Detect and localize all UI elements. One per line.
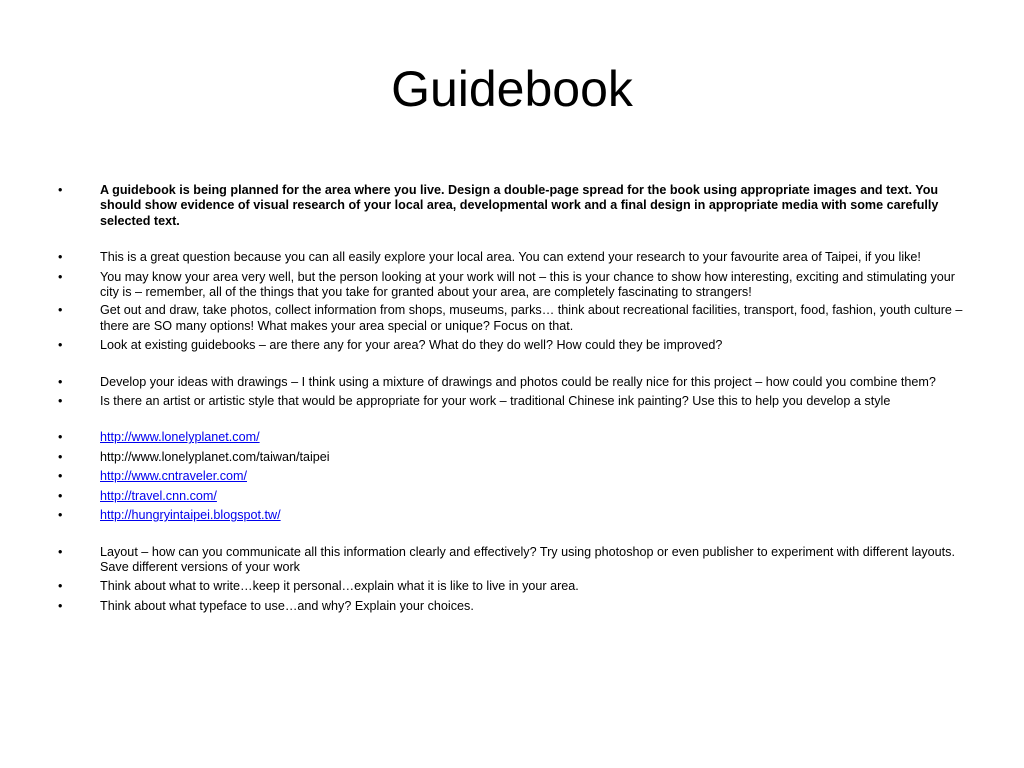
bullet-text: Think about what typeface to use…and why? Explain your choices. (100, 598, 474, 613)
bullet-item (58, 394, 968, 409)
bullet-item (58, 303, 968, 334)
bullet-icon: • (58, 508, 63, 523)
bullet-text: Get out and draw, take photos, collect information from shops, museums, parks… think about recreational facilities, transport, food, fashion, youth culture – there are SO many options! What makes your area special or unique? Focus on that. (100, 303, 963, 333)
bullet-text: http://www.lonelyplanet.com/taiwan/taipei (100, 449, 330, 464)
bullet-icon: • (58, 449, 63, 464)
bullet-text: Layout – how can you communicate all this information clearly and effectively? Try using photoshop or even publisher to experiment with different layouts. Save different versions of your work (100, 544, 955, 574)
bullet-item (58, 545, 968, 576)
bullet-item (58, 489, 968, 504)
bullet-text: Is there an artist or artistic style that would be appropriate for your work – traditional Chinese ink painting? Use this to help you develop a style (100, 394, 891, 409)
bullet-text: Look at existing guidebooks – are there any for your area? What do they do well? How could they be improved? (100, 338, 723, 353)
bullet-icon: • (58, 394, 63, 409)
bullet-icon: • (58, 488, 63, 503)
bullet-icon: • (58, 469, 63, 484)
link-hungryintaipei[interactable]: http://hungryintaipei.blogspot.tw/ (100, 508, 281, 523)
bullet-icon: • (58, 303, 63, 318)
bullet-text: A guidebook is being planned for the area where you live. Design a double-page spread for the book using appropriate images and text. You should show evidence of visual research of your local area, developmental work and a final design in appropriate media with some carefully selected text. (100, 183, 939, 228)
link-lonelyplanet[interactable]: http://www.lonelyplanet.com/ (100, 430, 260, 445)
slide-title: Guidebook (391, 61, 633, 117)
bullet-item (58, 430, 968, 445)
bullet-item (58, 508, 968, 523)
bullet-item (58, 183, 968, 229)
bullet-item (58, 579, 968, 594)
bullet-item (58, 450, 968, 465)
bullet-text: Develop your ideas with drawings – I think using a mixture of drawings and photos could be really nice for this project – how could you combine them? (100, 374, 936, 389)
bullet-text: You may know your area very well, but the person looking at your work will not – this is your chance to show how interesting, exciting and stimulating your city is – remember, all of the things that you take for granted about your area, are completely fascinating to strangers! (100, 269, 955, 300)
bullet-icon: • (58, 250, 63, 265)
link-cntraveler[interactable]: http://www.cntraveler.com/ (100, 469, 247, 484)
bullet-icon: • (58, 183, 63, 197)
bullet-item (58, 375, 968, 390)
bullet-list (58, 183, 968, 614)
bullet-item (58, 338, 968, 353)
bullet-item (58, 599, 968, 614)
bullet-text: This is a great question because you can all easily explore your local area. You can extend your research to your favourite area of Taipei, if you like! (100, 250, 921, 265)
bullet-icon: • (58, 598, 63, 613)
bullet-item (58, 270, 968, 301)
bullet-text: Think about what to write…keep it personal…explain what it is like to live in your area. (100, 579, 579, 594)
bullet-icon: • (58, 338, 63, 353)
bullet-item (58, 469, 968, 484)
bullet-item (58, 250, 968, 265)
bullet-icon: • (58, 374, 63, 389)
bullet-icon: • (58, 579, 63, 594)
bullet-icon: • (58, 430, 63, 445)
link-travel-cnn[interactable]: http://travel.cnn.com/ (100, 488, 217, 503)
bullet-icon: • (58, 269, 63, 284)
bullet-icon: • (58, 544, 63, 559)
